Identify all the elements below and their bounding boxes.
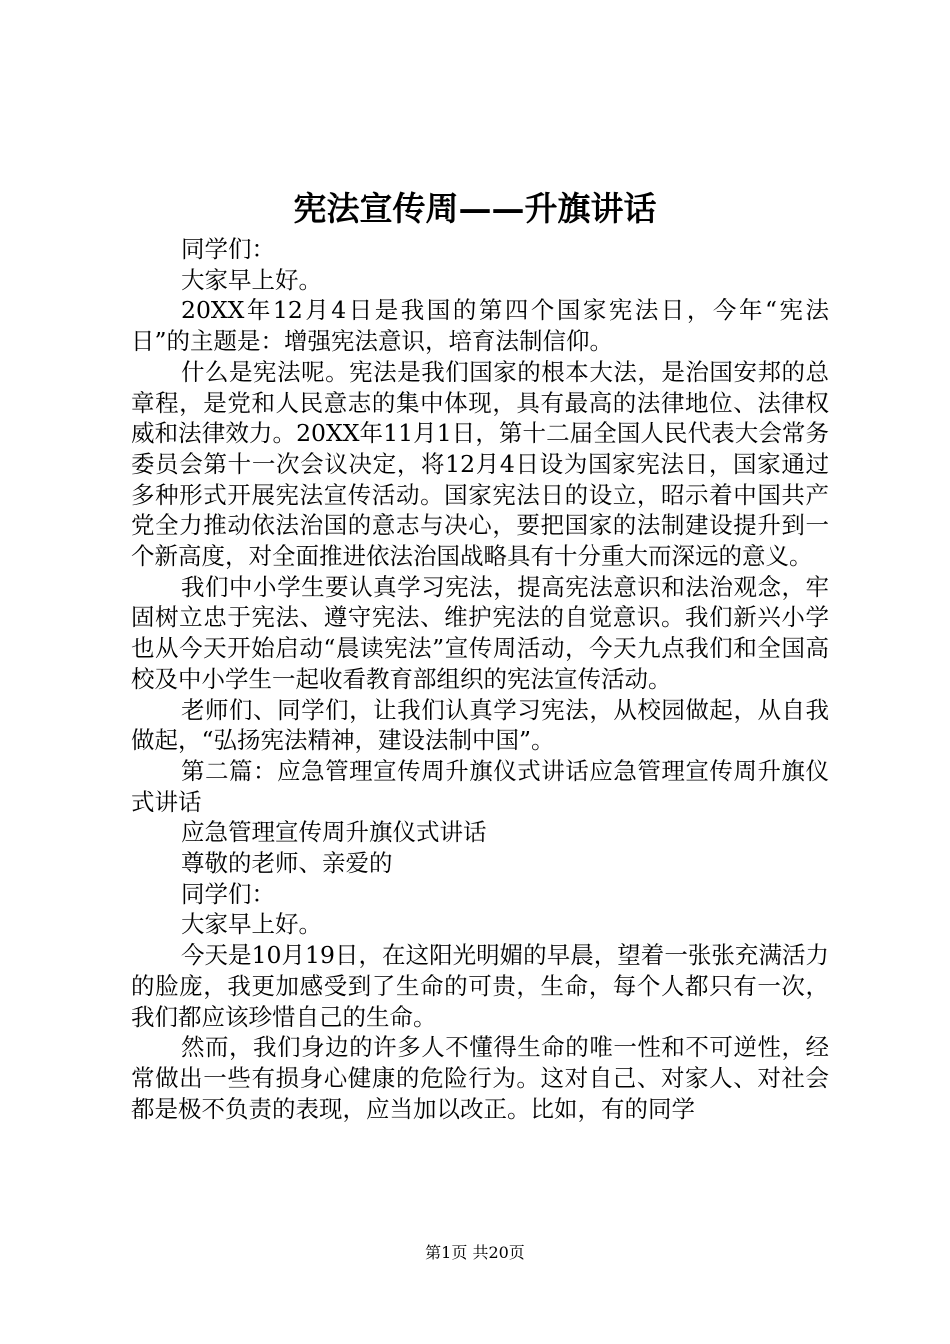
paragraph: 今天是10月19日，在这阳光明媚的早晨，望着一张张充满活力的脸庞，我更加感受到了生命的可贵，生命，每个人都只有一次，我们都应该珍惜自己的生命。 (131, 941, 829, 1031)
paragraph: 我们中小学生要认真学习宪法，提高宪法意识和法治观念，牢固树立忠于宪法、遵守宪法、维护宪法的自觉意识。我们新兴小学也从今天开始启动“晨读宪法”宣传周活动，今天九点我们和全国高校及中小学生一起收看教育部组织的宪法宣传活动。 (131, 572, 829, 693)
page-footer: 第1页 共20页 (425, 1243, 525, 1262)
document-body (131, 234, 829, 1124)
paragraph: 第二篇：应急管理宣传周升旗仪式讲话应急管理宣传周升旗仪式讲话 (131, 756, 829, 816)
paragraph: 大家早上好。 (181, 910, 322, 939)
paragraph: 什么是宪法呢。宪法是我们国家的根本大法，是治国安邦的总章程，是党和人民意志的集中体现，具有最高的法律地位、法律权威和法律效力。20XX年11月1日，第十二届全国人民代表大会常务委员会第十一次会议决定，将12月4日设为国家宪法日，国家通过多种形式开展宪法宣传活动。国家宪法日的设立，昭示着中国共产党全力推动依法治国的意志与决心，要把国家的法制建设提升到一个新高度，对全面推进依法治国战略具有十分重大而深远的意义。 (131, 357, 829, 571)
paragraph: 同学们： (181, 879, 275, 908)
paragraph: 尊敬的老师、亲爱的 (181, 849, 393, 878)
paragraph: 然而，我们身边的许多人不懂得生命的唯一性和不可逆性，经常做出一些有损身心健康的危险行为。这对自己、对家人、对社会都是极不负责的表现，应当加以改正。比如，有的同学 (131, 1033, 829, 1123)
paragraph: 大家早上好。 (181, 265, 322, 294)
paragraph: 应急管理宣传周升旗仪式讲话 (181, 818, 487, 847)
paragraph: 老师们、同学们，让我们认真学习宪法，从校园做起，从自我做起，“弘扬宪法精神，建设法制中国”。 (131, 695, 829, 755)
paragraph: 同学们： (181, 235, 275, 263)
document-title: 宪法宣传周——升旗讲话 (293, 189, 657, 228)
paragraph: 20XX年12月4日是我国的第四个国家宪法日，今年“宪法日”的主题是：增强宪法意识，培育法制信仰。 (131, 296, 829, 356)
